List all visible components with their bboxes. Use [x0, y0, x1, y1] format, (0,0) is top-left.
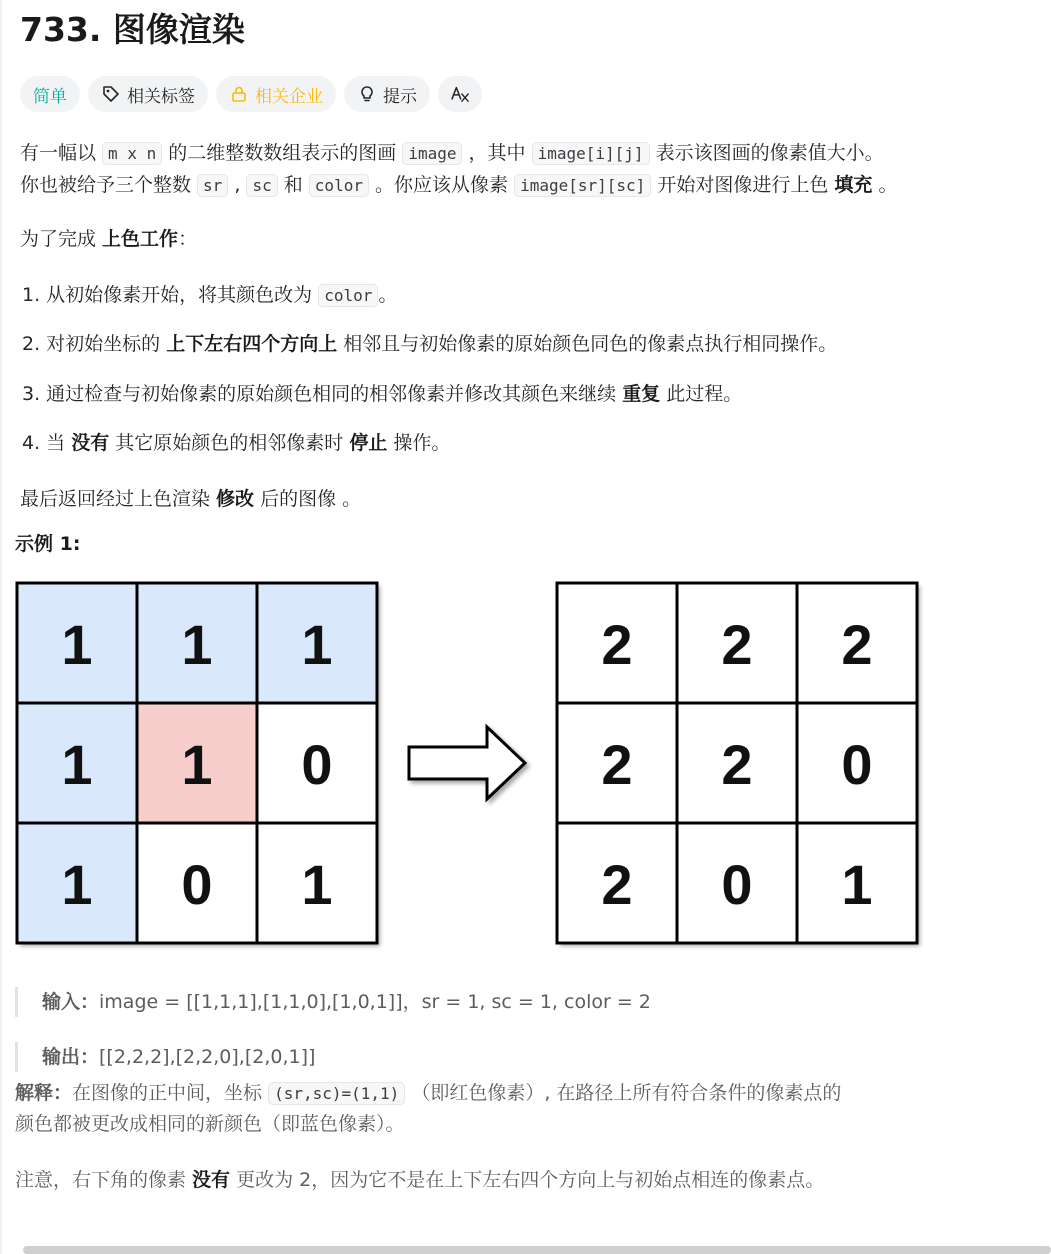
text: 注意，右下角的像素 — [15, 1169, 193, 1191]
text: 1. 从初始像素开始，将其颜色改为 — [22, 284, 319, 306]
bold-text: 填充 — [834, 174, 873, 196]
difficulty-badge[interactable] — [20, 76, 80, 112]
description-line-2 — [20, 169, 897, 202]
step-2 — [22, 328, 837, 360]
before-cell-value: 1 — [181, 733, 213, 796]
difficulty-label: 简单 — [33, 86, 67, 107]
after-cell-value: 1 — [841, 853, 873, 916]
bold-text: 停止 — [349, 432, 388, 454]
step-4 — [22, 427, 450, 459]
arrow-right-icon — [409, 727, 525, 799]
code-color: color — [309, 174, 369, 197]
tag-bar — [20, 76, 482, 112]
explanation-line-1 — [15, 1077, 841, 1110]
before-grid — [17, 583, 377, 943]
text: 4. 当 — [22, 432, 72, 454]
code-sr-sc: (sr,sc)=(1,1) — [268, 1082, 405, 1105]
text: 相邻且与初始像素的原始颜色同色的像素点执行相同操作。 — [337, 333, 838, 355]
text: 。 — [872, 174, 898, 196]
text: 此过程。 — [660, 383, 743, 405]
before-cell-value: 0 — [301, 733, 333, 796]
text: 更改为 2，因为它不是在上下左右四个方向上与初始点相连的像素点。 — [230, 1169, 825, 1191]
text: 你也被给予三个整数 — [20, 174, 198, 196]
example-figure — [0, 570, 1051, 960]
after-cell-value: 2 — [721, 613, 753, 676]
before-cell-value: 1 — [301, 853, 333, 916]
text: 其它原始颜色的相邻像素时 — [109, 432, 350, 454]
text: 后的图像 。 — [254, 488, 362, 510]
example-title: 示例 1: — [15, 533, 81, 555]
related-companies-label: 相关企业 — [255, 86, 323, 107]
text: 开始对图像进行上色 — [651, 174, 835, 196]
bold-text: 没有 — [192, 1169, 231, 1191]
before-cell-value: 1 — [301, 613, 333, 676]
related-tags-label: 相关标签 — [127, 86, 195, 107]
after-cell-value: 2 — [601, 853, 633, 916]
text: 在图像的正中间，坐标 — [72, 1082, 269, 1104]
translate-icon — [450, 84, 470, 104]
bold-text: 上色工作 — [102, 228, 179, 250]
after-cell-value: 0 — [841, 733, 873, 796]
text: 2. 对初始坐标的 — [22, 333, 167, 355]
text: 和 — [277, 174, 309, 196]
text: ，其中 — [462, 142, 532, 164]
after-cell-value: 2 — [721, 733, 753, 796]
text: 为了完成 — [20, 228, 103, 250]
description-line-3 — [20, 223, 197, 255]
before-cell-value: 1 — [61, 733, 93, 796]
code-m-x-n: m x n — [102, 142, 162, 165]
related-companies-button[interactable] — [216, 76, 336, 112]
explanation-line-2: 颜色都被更改成相同的新颜色（即蓝色像素）。 — [15, 1113, 405, 1135]
after-cell-value: 0 — [721, 853, 753, 916]
after-grid — [557, 583, 917, 943]
text: 。你应该从像素 — [368, 174, 515, 196]
text: ： — [178, 228, 198, 250]
text: 表示该图画的像素值大小。 — [649, 142, 884, 164]
description-line-final — [20, 483, 361, 515]
bold-text: 上下左右四个方向上 — [166, 333, 338, 355]
note-line — [15, 1164, 824, 1196]
description-line-1 — [20, 137, 884, 170]
example-output — [15, 1042, 315, 1072]
hint-label: 提示 — [383, 86, 417, 107]
text: , — [228, 174, 247, 196]
horizontal-scrollbar[interactable] — [23, 1246, 1051, 1254]
lock-icon — [229, 84, 249, 104]
bold-text: 没有 — [71, 432, 110, 454]
code-color: color — [318, 284, 378, 307]
after-cell-value: 2 — [841, 613, 873, 676]
related-tags-button[interactable] — [88, 76, 208, 112]
before-cell-value: 1 — [61, 613, 93, 676]
tag-icon — [101, 84, 121, 104]
output-label: 输出： — [42, 1046, 100, 1068]
bold-text: 修改 — [216, 488, 255, 510]
code-image: image — [402, 142, 462, 165]
text: 操作。 — [387, 432, 451, 454]
hint-button[interactable] — [344, 76, 430, 112]
translate-button[interactable] — [438, 76, 482, 112]
input-value: image = [[1,1,1],[1,1,0],[1,0,1]]，sr = 1, sc = 1, color = 2 — [99, 991, 651, 1013]
explain-label: 解释： — [15, 1082, 73, 1104]
example-input — [15, 987, 651, 1017]
code-sr: sr — [197, 174, 228, 197]
text: 的二维整数数组表示的图画 — [162, 142, 403, 164]
text: 3. 通过检查与初始像素的原始颜色相同的相邻像素并修改其颜色来继续 — [22, 383, 623, 405]
text: 有一幅以 — [20, 142, 103, 164]
before-cell-value: 1 — [61, 853, 93, 916]
text: 。 — [378, 284, 398, 306]
code-image-sr-sc: image[sr][sc] — [514, 174, 651, 197]
text: 最后返回经过上色渲染 — [20, 488, 217, 510]
problem-title: 733. 图像渲染 — [20, 10, 245, 49]
before-cell-value: 0 — [181, 853, 213, 916]
after-cell-value: 2 — [601, 733, 633, 796]
output-value: [[2,2,2],[2,2,0],[2,0,1]] — [99, 1046, 316, 1068]
lightbulb-icon — [357, 84, 377, 104]
step-3 — [22, 378, 742, 410]
code-sc: sc — [246, 174, 277, 197]
code-image-i-j: image[i][j] — [532, 142, 650, 165]
text: （即红色像素）, 在路径上所有符合条件的像素点的 — [405, 1082, 842, 1104]
input-label: 输入： — [42, 991, 100, 1013]
step-1 — [22, 279, 397, 312]
after-cell-value: 2 — [601, 613, 633, 676]
before-cell-value: 1 — [181, 613, 213, 676]
bold-text: 重复 — [622, 383, 661, 405]
